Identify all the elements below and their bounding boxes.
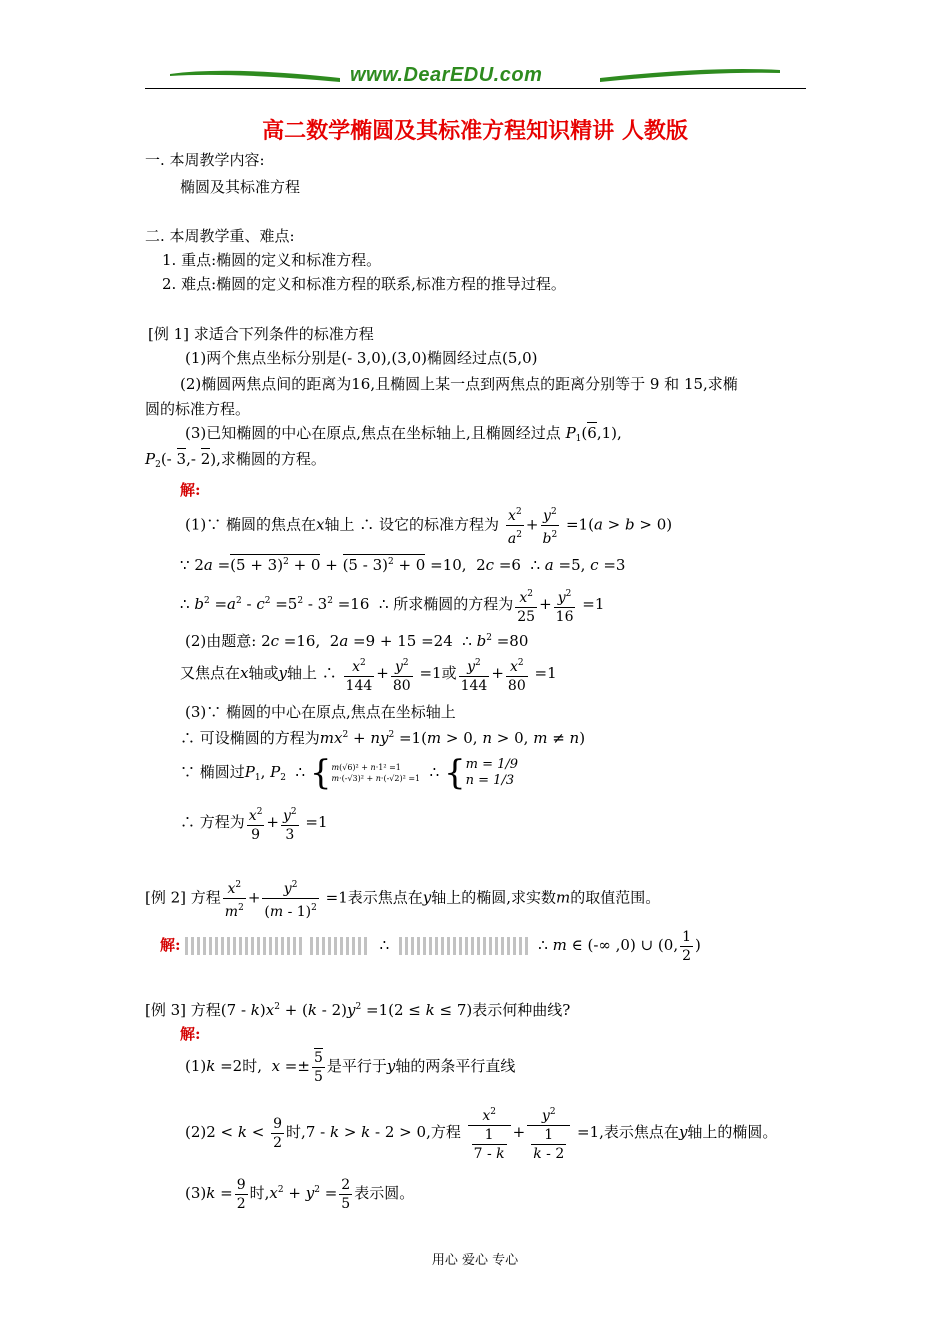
example1-q2-line1: (2)椭圆两焦点间的距离为16,且椭圆上某一点到两焦点的距离分别等于 9 和 15,求椭 (180, 375, 738, 393)
page-footer: 用心 爱心 专心 (431, 1253, 519, 1268)
c1-text-d: 轴的两条平行直线 (395, 1057, 516, 1075)
blurred-equation-2 (310, 937, 370, 955)
fraction-x2-a2: $\frac{x^2}{a^2}$ (506, 503, 524, 548)
s1-paren-open: ( (588, 515, 594, 534)
c1-text-c: 是平行于 (326, 1057, 387, 1075)
fraction-y2-m-1: $\frac{y^2}{(m - 1)^2}$ (262, 876, 318, 921)
blurred-equation-3 (399, 937, 529, 955)
example1-heading: [例 1] 求适合下列条件的标准方程 (148, 325, 374, 343)
c3-text-b: 时, (249, 1184, 270, 1202)
example1-q3-line2 (145, 449, 326, 475)
compound-fraction-x2: $\frac{x^2}{\frac{1}{7 - k}}$ (468, 1103, 511, 1163)
fraction-y2-144: $\frac{y^2}{144}$ (459, 654, 490, 695)
solution-system: m = 1/9 n = 1/3 (465, 757, 519, 788)
s2-or: 或 (441, 664, 457, 682)
fraction-2-5: $\frac{2}{5}$ (341, 1176, 351, 1212)
example2-solution-label: 解: (160, 936, 181, 954)
c1-text-b: 时, (242, 1057, 263, 1075)
section2-heading: 二. 本周教学重、难点: (145, 227, 295, 245)
ex3-text-a: [例 3] 方程 (145, 1001, 221, 1019)
ex2-text-c: 轴上的椭圆,求实数 (431, 888, 557, 907)
solution1-line1: (1)∵ 椭圆的焦点在x轴上 ∴ 设它的标准方程为 $\frac{x^2}{a^2}$ + $\frac{y^2}{b^2}$ =1(a > b > 0) (185, 503, 672, 548)
fraction-x2-25: $\frac{x^2}{25}$ (515, 585, 537, 626)
s2-text-a: 又焦点在 (180, 664, 241, 682)
fraction-1-2: $\frac{1}{2}$ (682, 928, 692, 964)
fraction-x2-144: $\frac{x^2}{144}$ (344, 654, 375, 695)
brace-left-2: { (444, 753, 466, 793)
s1-text-a: (1)∵ 椭圆的焦点在 (185, 515, 317, 534)
solution3-line4: ∴ 方程为 $\frac{x^2}{9}$ + $\frac{y^2}{3}$ =1 (180, 802, 328, 844)
compound-fraction-y2: $\frac{y^2}{\frac{1}{k - 2}}$ (527, 1103, 570, 1163)
solution3-line3: ∵ 椭圆过$P_1$, $P_2$ ∴ {m(√6)² + n·1² =1 m·(-√3)² + n·(-√2)² =1 ∴ {m = 1/9 n = 1/3 (180, 753, 519, 793)
section1-content: 椭圆及其标准方程 (180, 178, 301, 196)
ex2-text-b: 表示焦点在 (347, 888, 423, 907)
solution1-line2: ∵ $2a =(5 + 3)^2 + 0 + (5 - 3)^2 + 0 =10$, 2c =6 ∴ a =5, c =3 (180, 556, 626, 574)
page-title: 高二数学椭圆及其标准方程知识精讲 人教版 (262, 119, 688, 144)
example1-solution-label: 解: (180, 481, 201, 499)
q3-tail: ,求椭圆的方程。 (216, 450, 326, 468)
solution1-line3: ∴ $b^2 =a^2 - c^2 =5^2 - 3^2 =16$ ∴ 所求椭圆的方程为 $\frac{x^2}{25}$ + $\frac{y^2}{16}$ =1 (180, 581, 604, 626)
fraction-y2-b2: $\frac{y^2}{b^2}$ (541, 503, 560, 548)
c2-text-a: (2) (185, 1123, 207, 1141)
c1-text-a: (1) (185, 1057, 207, 1075)
q3-text: (3)已知椭圆的中心在原点,焦点在坐标轴上,且椭圆经过点 (185, 424, 561, 442)
fraction-y2-3: $\frac{y^2}{3}$ (281, 803, 299, 844)
s1-paren-close: ) (666, 515, 673, 534)
case3: (3)k = $\frac{9}{2}$ 时$,x^2 + y^2$ = $\frac{2}{5}$ 表示圆。 (185, 1176, 415, 1212)
section2-item2: 2. 难点:椭圆的定义和标准方程的联系,标准方程的推导过程。 (162, 275, 566, 293)
header-divider (145, 88, 806, 89)
example3-heading: [例 3] 方程$(7 - k)x^2 + (k - 2)y^2 =1(2 \le k \le 7)$表示何种曲线? (145, 1001, 571, 1019)
s2-text: (2)由题意: (185, 632, 257, 650)
example1-q2-line2: 圆的标准方程。 (145, 400, 251, 418)
c2-text-e: 轴上的椭圆。 (687, 1123, 778, 1141)
ex2-text-a: [例 2] 方程 (145, 888, 221, 907)
s2-text-b: 轴或 (248, 664, 279, 682)
c3-text-c: 表示圆。 (354, 1184, 415, 1202)
example1-q1: (1)两个焦点坐标分别是(- 3,0),(3,0)椭圆经过点(5,0) (185, 349, 538, 367)
section2-item1: 1. 重点:椭圆的定义和标准方程。 (162, 251, 382, 269)
fraction-x2-m2: $\frac{x^2}{m^2}$ (223, 876, 246, 921)
fraction-x2-9: $\frac{x^2}{9}$ (247, 803, 265, 844)
c2-text-c: ,方程 (426, 1123, 461, 1141)
example2-heading: [例 2] 方程 $\frac{x^2}{m^2}$ + $\frac{y^2}{(m - 1)^2}$ =1表示焦点在y轴上的椭圆,求实数m的取值范围。 (145, 876, 660, 921)
fraction-sqrt5-5: $\frac{5}{5}$ (313, 1049, 323, 1085)
solution2-line2: 又焦点在x轴或y轴上 ∴ $\frac{x^2}{144}$ + $\frac{y^2}{80}$ =1或 $\frac{y^2}{144}$ + $\frac{x^2}{80}$ =1 (180, 653, 557, 695)
because-symbol: ∵ (180, 556, 190, 574)
logo-text: www.DearEDU.com (350, 64, 543, 86)
fraction-9-2: $\frac{9}{2}$ (273, 1115, 283, 1151)
fraction-y2-80: $\frac{y^2}{80}$ (391, 654, 413, 695)
c2-text-d: ,表示焦点在 (599, 1123, 679, 1141)
ex2-text-d: 的取值范围。 (570, 888, 661, 907)
s1-text-b: 轴上 ∴ 设它的标准方程为 (324, 515, 500, 534)
s2-text-c: 轴上 ∴ (286, 664, 337, 682)
fraction-x2-80: $\frac{x^2}{80}$ (506, 654, 528, 695)
ex3-text-b: 表示何种曲线? (472, 1001, 571, 1019)
fraction-9-2-b: $\frac{9}{2}$ (236, 1176, 246, 1212)
solution2-line1: (2)由题意: 2c =16, 2a =9 + 15 =24 ∴ $b^2 =80$ (185, 632, 529, 650)
case2: (2)2 < k < $\frac{9}{2}$ 时,7 - k > k - 2 > 0,方程 $\frac{x^2}{\frac{1}{7 - k}}$ + $\frac{y^2}{\frac{1}{k - 2}}$ =1,表示焦点在y轴上的椭圆。 (185, 1103, 777, 1163)
s3-text-b: ∴ 可设椭圆的方程为 (180, 729, 320, 747)
brace-left: { (309, 753, 332, 793)
example1-q3-line1 (185, 423, 622, 449)
fraction-y2-16: $\frac{y^2}{16}$ (554, 585, 576, 626)
solution3-line1: (3)∵ 椭圆的中心在原点,焦点在坐标轴上 (185, 703, 456, 721)
c2-text-b: 时, (286, 1123, 306, 1141)
equation-system: m(√6)² + n·1² =1 m·(-√3)² + n·(-√2)² =1 (331, 763, 421, 783)
therefore-symbol-2: ∴ (295, 763, 306, 781)
blurred-equation-1 (185, 937, 305, 955)
c3-text-a: (3) (185, 1184, 207, 1202)
s1-text-line3: ∴ 所求椭圆的方程为 (378, 595, 514, 613)
s3-text-e: ∴ 方程为 (180, 813, 245, 831)
example3-solution-label: 解: (180, 1025, 201, 1043)
therefore-symbol: ∴ (180, 595, 190, 613)
ex2-therefore: ∴ (379, 936, 390, 954)
q3-point2: $P_2(-$ 3,- 2) (145, 450, 217, 470)
case1: (1)k =2时, x =± $\frac{5}{5}$ 是平行于y轴的两条平行直线 (185, 1049, 516, 1085)
section1-heading: 一. 本周教学内容: (145, 151, 265, 169)
example2-solution: 解: ∴ ∴ m ∈ (-∞ ,0) ∪ (0, $\frac{1}{2}$ ) (160, 928, 701, 964)
s3-text-c: ∵ 椭圆过 (180, 763, 245, 781)
q3-point1: $P_1(6,1)$, (565, 424, 622, 444)
solution3-line2: ∴ 可设椭圆的方程为$mx^2 + ny^2 =1(m > 0$, n > 0, m ≠ n) (180, 729, 586, 747)
